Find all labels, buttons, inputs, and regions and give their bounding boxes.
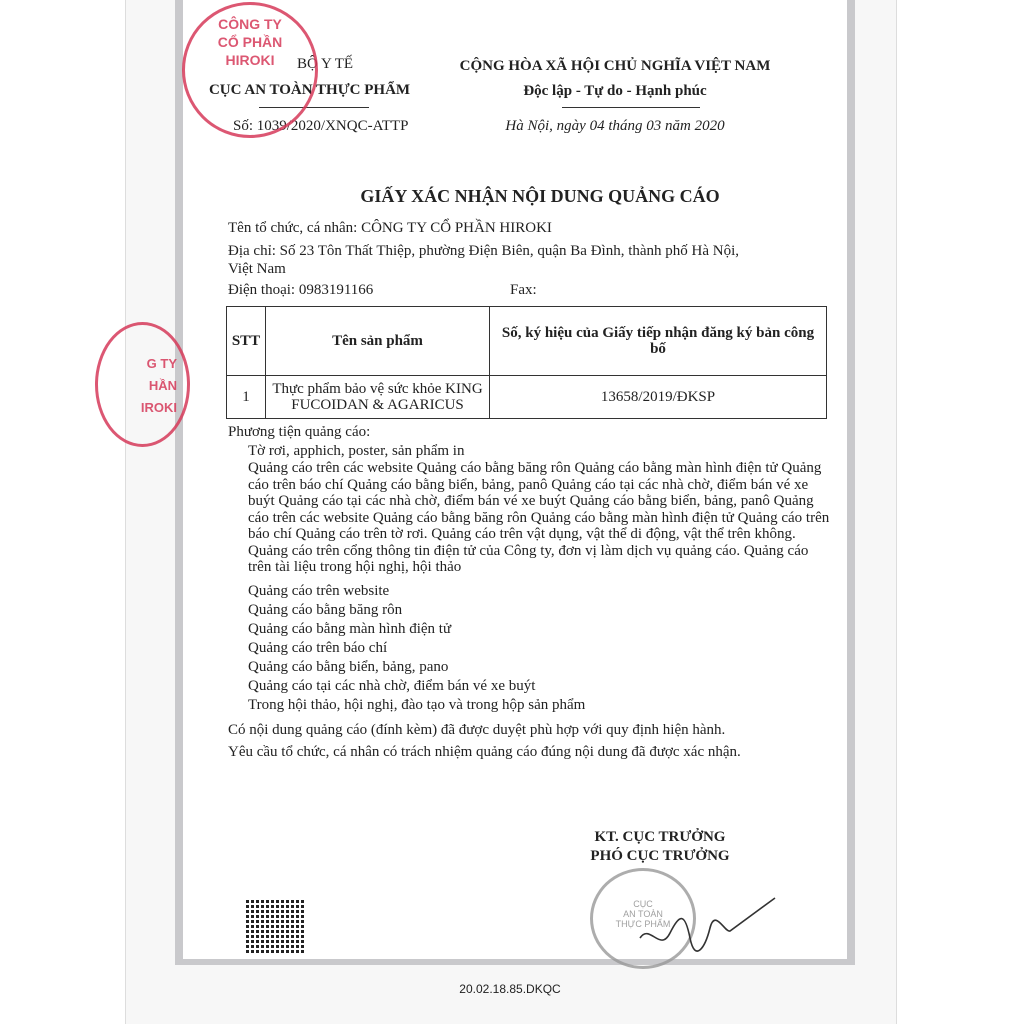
qr-code	[246, 898, 304, 953]
signature-subtitle: PHÓ CỤC TRƯỞNG	[590, 848, 730, 864]
list-item: Quảng cáo trên website	[248, 582, 390, 599]
company-seal	[182, 2, 318, 138]
table-row	[227, 376, 827, 419]
seal-text: CỔ PHẦN	[217, 34, 283, 50]
advertising-media-section	[228, 422, 828, 763]
seal-text: THỰC PHẨM	[615, 919, 671, 929]
media-paragraph: Quảng cáo trên các website Quảng cáo bằng băng rôn Quảng cáo bằng màn hình điện tử Quảng cáo trên báo chí Quảng cáo bằng biển, bảng, panô Quảng cáo tại các nhà chờ, điểm bán vé xe buýt Quảng cáo tại các nhà chờ, điểm bán vé xe buýt Quảng cáo bằng biển, bảng, panô Quảng cáo trên các website Quảng cáo bằng băng rôn Quảng cáo bằng màn hình điện tử Quảng cáo trên báo chí Quảng cáo trên tờ rơi. Quảng cáo trên vật dụng, vật thể di động, vật thể trên không. Quảng cáo trên cổng thông tin điện tử của Công ty, đơn vị làm dịch vụ quảng cáo. Quảng cáo trên tài liệu trong hội nghị, hội thảo	[248, 460, 830, 575]
approval-statement: Có nội dung quảng cáo (đính kèm) đã được duyệt phù hợp với quy định hiện hành.	[228, 721, 726, 738]
ministry-name: BỘ Y TẾ	[296, 56, 354, 72]
phone: Điện thoại: 0983191166	[228, 282, 374, 298]
signature-title: KT. CỤC TRƯỞNG	[594, 829, 726, 845]
issue-date: Hà Nội, ngày 04 tháng 03 năm 2020	[505, 118, 725, 134]
seal-text: HIROKI	[225, 52, 275, 68]
media-label: Phương tiện quảng cáo:	[228, 424, 371, 440]
address-line-1: Địa chỉ: Số 23 Tôn Thất Thiệp, phường Điện Biên, quận Ba Đình, thành phố Hà Nội,	[228, 243, 740, 259]
list-item: Quảng cáo bằng biển, bảng, pano	[248, 658, 449, 675]
header-registration-number: Số, ký hiệu của Giấy tiếp nhận đăng ký bản công bố	[490, 307, 827, 376]
header-product-name: Tên sản phẩm	[266, 307, 490, 376]
department-name: CỤC AN TOÀN THỰC PHẨM	[208, 82, 411, 98]
list-item: Trong hội thảo, hội nghị, đào tạo và trong hộp sản phẩm	[248, 696, 586, 713]
list-item: Quảng cáo bằng màn hình điện tử	[248, 620, 452, 637]
nation-title: CỘNG HÒA XÃ HỘI CHỦ NGHĨA VIỆT NAM	[459, 58, 771, 74]
footer-code: 20.02.18.85.DKQC	[459, 982, 561, 996]
cell-stt: 1	[227, 376, 266, 419]
handwritten-signature	[630, 893, 780, 963]
requirement-statement: Yêu cầu tổ chức, cá nhân có trách nhiệm quảng cáo đúng nội dung đã được xác nhận.	[228, 743, 741, 760]
header-stt: STT	[227, 307, 266, 376]
cell-product-name: Thực phẩm bảo vệ sức khỏe KING FUCOIDAN & AGARICUS	[266, 376, 490, 419]
list-item: Quảng cáo bằng băng rôn	[248, 601, 403, 618]
product-table	[226, 306, 827, 419]
seal-text: AN TOÀN	[623, 909, 663, 919]
seal-text: CỤC	[633, 899, 653, 909]
organization-name: Tên tổ chức, cá nhân: CÔNG TY CỔ PHẦN HIROKI	[228, 220, 552, 236]
media-print: Tờ rơi, apphich, poster, sản phẩm in	[248, 443, 465, 459]
media-list	[248, 582, 828, 715]
document-number: Số: 1039/2020/XNQC-ATTP	[233, 118, 409, 134]
motto: Độc lập - Tự do - Hạnh phúc	[523, 83, 707, 99]
seal-text: CÔNG TY	[218, 16, 282, 32]
table-header-row	[227, 307, 827, 376]
list-item: Quảng cáo tại các nhà chờ, điểm bán vé xe buýt	[248, 677, 536, 694]
address-line-2: Việt Nam	[228, 261, 286, 277]
company-seal-partial: G TY HẦN IROKI	[95, 322, 190, 447]
cell-registration-number: 13658/2019/ĐKSP	[490, 376, 827, 419]
list-item: Quảng cáo trên báo chí	[248, 639, 388, 656]
document-title: GIẤY XÁC NHẬN NỘI DUNG QUẢNG CÁO	[360, 186, 720, 206]
fax: Fax:	[510, 282, 537, 298]
